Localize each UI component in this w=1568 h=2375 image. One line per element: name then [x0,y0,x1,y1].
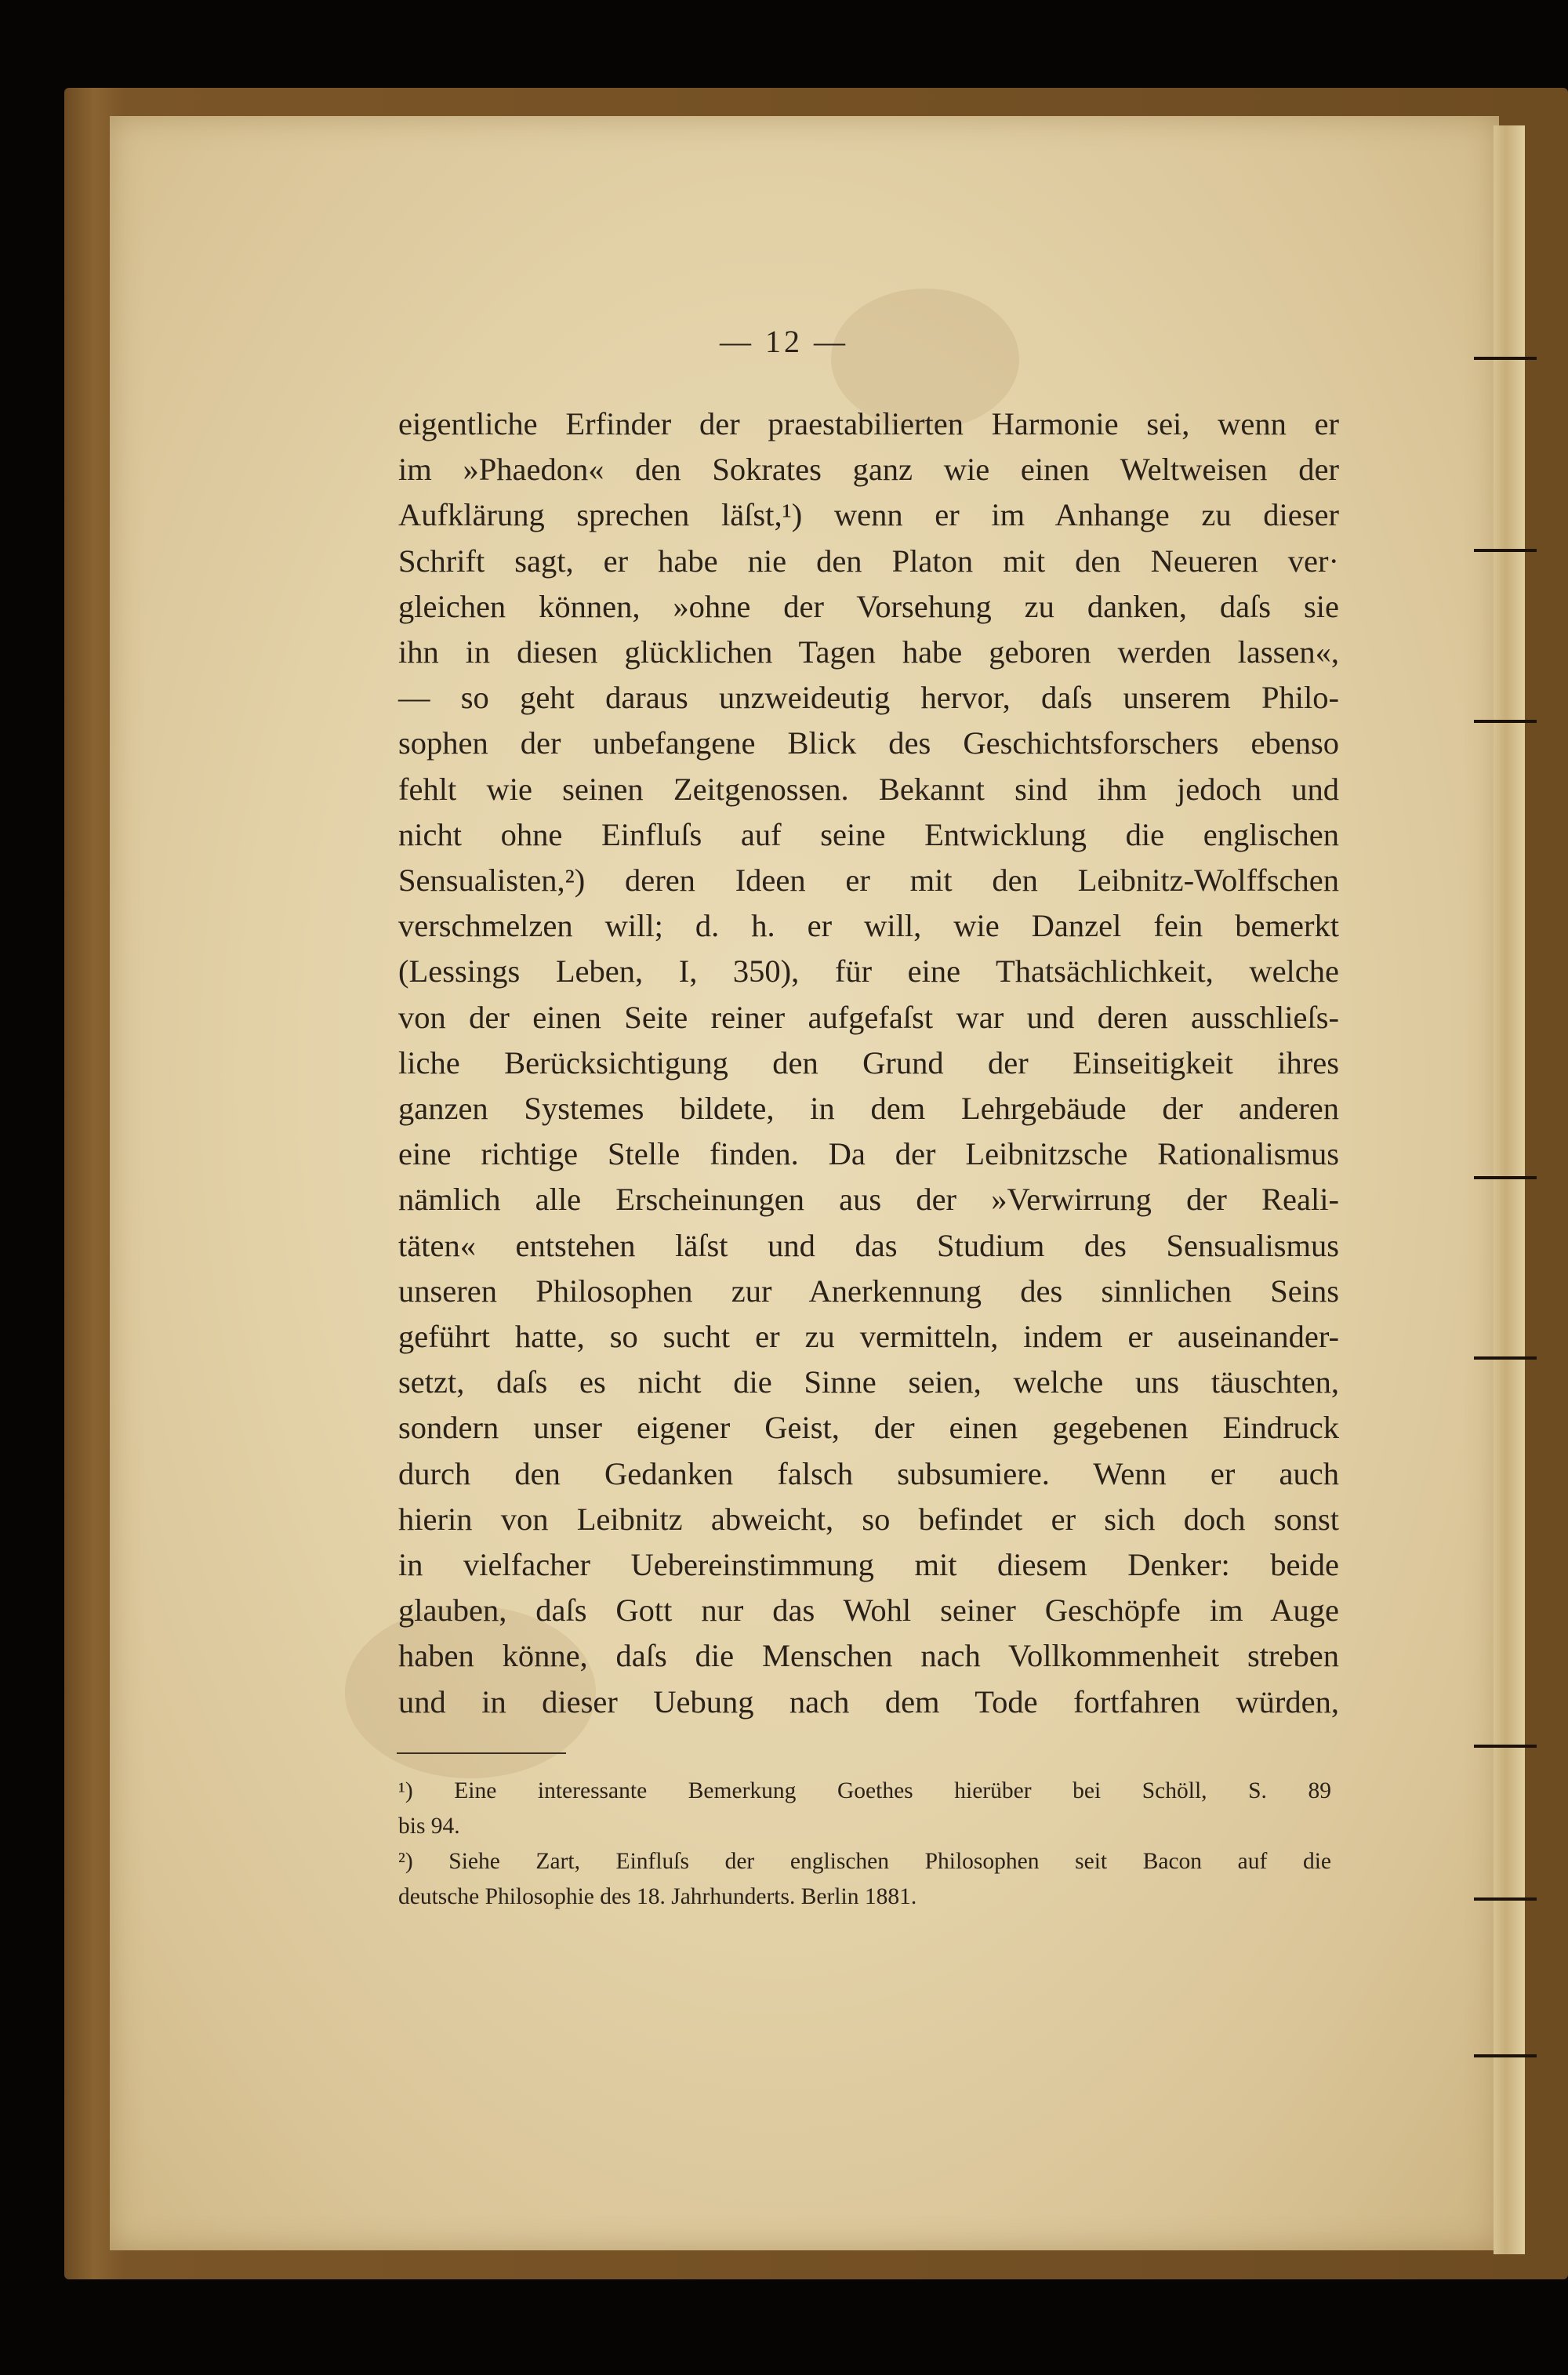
text-line: in vielfacher Uebereinstimmung mit diesem Denker: beide [398,1547,1339,1583]
binding-spine [1494,125,1525,2254]
text-line: im »Phaedon« den Sokrates ganz wie einen Weltweisen der [398,452,1339,488]
text-line: hierin von Leibnitz abweicht, so befindet er sich doch sonst [398,1501,1339,1537]
text-line: geführt hatte, so sucht er zu vermitteln, indem er auseinander- [398,1319,1339,1355]
text-line: und in dieser Uebung nach dem Tode fortfahren würden, [398,1683,1339,1720]
text-line: von der einen Seite reiner aufgefaſst war und deren ausschlieſs- [398,999,1339,1035]
text-line: (Lessings Leben, I, 350), für eine Thatsächlichkeit, welche [398,953,1339,990]
text-line: nämlich alle Erscheinungen aus der »Verwirrung der Reali- [398,1182,1339,1218]
text-line: fehlt wie seinen Zeitgenossen. Bekannt sind ihm jedoch und [398,771,1339,807]
text-line: Sensualisten,²) deren Ideen er mit den Leibnitz-Wolffschen [398,862,1339,899]
text-line: gleichen können, »ohne der Vorsehung zu danken, daſs sie [398,588,1339,624]
text-line: sophen der unbefangene Blick des Geschichtsforschers ebenso [398,725,1339,761]
text-line: täten« entstehen läſst und das Studium des Sensualismus [398,1227,1339,1263]
text-line: setzt, daſs es nicht die Sinne seien, welche uns täuschten, [398,1364,1339,1400]
binding-thread [1474,549,1537,552]
text-line: eine richtige Stelle finden. Da der Leibnitzsche Rationalismus [398,1136,1339,1172]
page-number: — 12 — [720,324,848,359]
text-line: liche Berücksichtigung den Grund der Einseitigkeit ihres [398,1044,1339,1080]
text-line: haben könne, daſs die Menschen nach Vollkommenheit streben [398,1638,1339,1674]
text-line: Schrift sagt, er habe nie den Platon mit den Neueren ver· [398,543,1339,579]
footnotes [398,1774,1331,1915]
text-line: ganzen Systemes bildete, in dem Lehrgebäude der anderen [398,1091,1339,1127]
binding-thread [1474,720,1537,723]
binding-thread [1474,1897,1537,1901]
text-line: verschmelzen will; d. h. er will, wie Danzel fein bemerkt [398,908,1339,944]
text-line: ihn in diesen glücklichen Tagen habe geboren werden lassen«, [398,634,1339,670]
main-text [398,401,1339,1725]
text-line: sondern unser eigener Geist, der einen gegebenen Eindruck [398,1410,1339,1446]
text-line: — so geht daraus unzweideutig hervor, daſs unserem Philo- [398,680,1339,716]
binding-thread [1474,2054,1537,2057]
binding-thread [1474,1356,1537,1360]
text-line: nicht ohne Einfluſs auf seine Entwicklung die englischen [398,816,1339,852]
footnote-line: deutsche Philosophie des 18. Jahrhunderts. Berlin 1881. [398,1884,917,1909]
binding-thread [1474,1745,1537,1748]
text-line: Aufklärung sprechen läſst,¹) wenn er im Anhange zu dieser [398,497,1339,533]
footnote-line: ²) Siehe Zart, Einfluſs der englischen Philosophen seit Bacon auf die [398,1849,1331,1874]
text-line: eigentliche Erfinder der praestabilierten Harmonie sei, wenn er [398,406,1339,441]
footnote-rule [397,1752,566,1754]
footnote-line: ¹) Eine interessante Bemerkung Goethes hierüber bei Schöll, S. 89 [398,1778,1331,1803]
text-line: glauben, daſs Gott nur das Wohl seiner Geschöpfe im Auge [398,1592,1339,1629]
footnote-line: bis 94. [398,1814,460,1839]
text-line: durch den Gedanken falsch subsumiere. Wenn er auch [398,1455,1339,1491]
binding-thread [1474,1176,1537,1179]
page-header [0,323,1568,360]
text-line: unseren Philosophen zur Anerkennung des sinnlichen Seins [398,1273,1339,1309]
